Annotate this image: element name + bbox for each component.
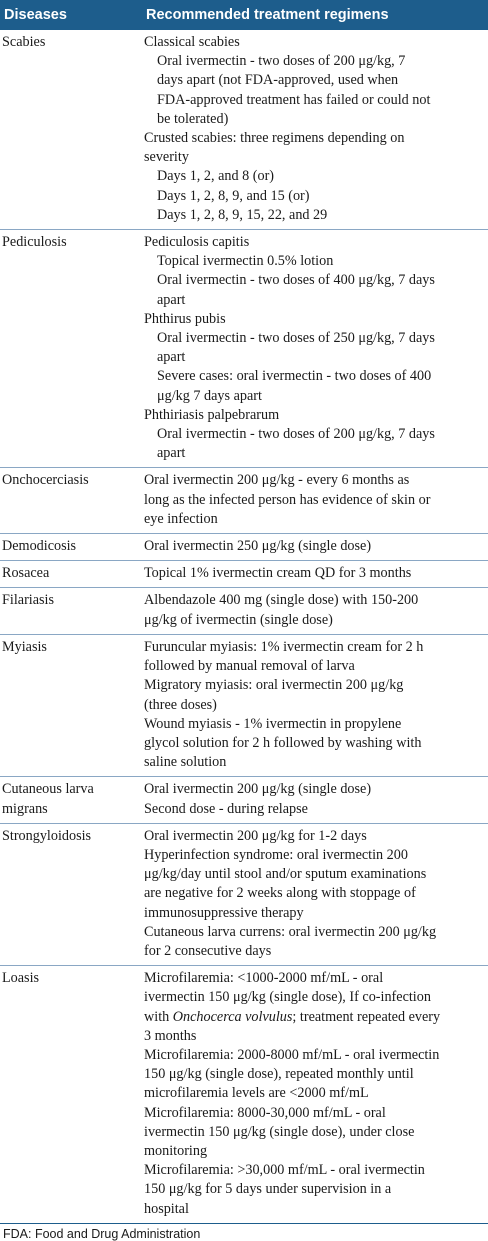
regimen-line: Microfilaremia: <1000-2000 mf/mL - oral: [144, 970, 384, 987]
regimen-line: monitoring: [144, 1142, 208, 1159]
regimen-cell: [140, 233, 486, 463]
regimen-line: Pediculosis capitis: [144, 234, 250, 251]
regimen-line: Phthiriasis palpebrarum: [144, 406, 280, 423]
disease-cell: [0, 33, 140, 225]
disease-name: Rosacea: [2, 565, 50, 582]
disease-cell: [0, 827, 140, 961]
disease-name: Loasis: [2, 970, 40, 987]
table-row: [0, 561, 488, 588]
regimen-line: Oral ivermectin - two doses of 250 μg/kg, 7 days: [157, 330, 435, 347]
regimen-line: apart: [157, 445, 186, 462]
disease-cell: [0, 591, 140, 629]
regimen-line: (three doses): [144, 696, 217, 713]
disease-name-line: Cutaneous larva: [2, 781, 94, 798]
regimen-line: ivermectin 150 μg/kg (single dose), under close: [144, 1123, 415, 1140]
disease-cell: [0, 471, 140, 529]
disease-name: Pediculosis: [2, 234, 67, 251]
regimen-cell: [140, 780, 486, 818]
disease-name: Filariasis: [2, 592, 55, 609]
regimen-line: Days 1, 2, and 8 (or): [157, 168, 275, 185]
table-header: [0, 0, 488, 30]
regimen-line: for 2 consecutive days: [144, 942, 272, 959]
regimen-cell: [140, 969, 486, 1219]
regimen-line: eye infection: [144, 510, 218, 527]
regimen-line: saline solution: [144, 754, 227, 771]
regimen-line: Oral ivermectin 200 μg/kg for 1-2 days: [144, 827, 367, 844]
species-name: Onchocerca volvulus: [172, 1008, 293, 1025]
regimen-line: Second dose - during relapse: [144, 800, 308, 817]
disease-name: Strongyloidosis: [2, 827, 92, 844]
regimen-line: apart: [157, 349, 186, 366]
disease-cell: [0, 537, 140, 556]
regimen-cell: [140, 591, 486, 629]
regimen-line: Hyperinfection syndrome: oral ivermectin 200: [144, 846, 408, 863]
regimen-line: 3 months: [144, 1027, 197, 1044]
regimen-line: glycol solution for 2 h followed by washing with: [144, 734, 422, 751]
table-row: [0, 588, 488, 634]
regimen-line: [144, 1008, 486, 1027]
regimen-cell: [140, 564, 486, 583]
regimen-line: Topical ivermectin 0.5% lotion: [157, 253, 334, 270]
regimen-line: be tolerated): [157, 110, 229, 127]
regimen-line: μg/kg of ivermectin (single dose): [144, 611, 333, 628]
regimen-line: 150 μg/kg (single dose), repeated monthly until: [144, 1066, 414, 1083]
regimen-line: immunosuppressive therapy: [144, 904, 304, 921]
regimen-line: days apart (not FDA-approved, used when: [157, 72, 399, 89]
regimen-line: Topical 1% ivermectin cream QD for 3 months: [144, 565, 412, 582]
table-row: [0, 635, 488, 777]
regimen-line: long as the infected person has evidence of skin or: [144, 491, 431, 508]
table-row: [0, 30, 488, 230]
table-row: [0, 230, 488, 468]
disease-cell: [0, 780, 140, 818]
regimen-line: severity: [144, 149, 189, 166]
regimen-line: Days 1, 2, 8, 9, 15, 22, and 29: [157, 206, 328, 223]
disease-cell: [0, 233, 140, 463]
table-row: [0, 534, 488, 561]
regimen-line: 150 μg/kg for 5 days under supervision in a: [144, 1181, 392, 1198]
regimen-line: Oral ivermectin - two doses of 400 μg/kg, 7 days: [157, 272, 435, 289]
regimen-line: Severe cases: oral ivermectin - two doses of 400: [157, 368, 432, 385]
regimen-line: hospital: [144, 1200, 189, 1217]
regimen-line: apart: [157, 291, 186, 308]
footnote: FDA: Food and Drug Administration: [3, 1226, 201, 1241]
regimen-line: μg/kg/day until stool and/or sputum examinations: [144, 866, 427, 883]
regimen-line: Oral ivermectin 200 μg/kg (single dose): [144, 781, 372, 798]
disease-name-line: migrans: [2, 800, 48, 817]
regimen-text: ; treatment repeated every: [292, 1008, 441, 1025]
table-row: [0, 966, 488, 1224]
header-diseases: Diseases: [4, 7, 67, 23]
regimen-line: Classical scabies: [144, 34, 240, 50]
regimen-line: Microfilaremia: 2000-8000 mf/mL - oral ivermectin: [144, 1046, 440, 1063]
regimen-cell: [140, 827, 486, 961]
regimen-line: Microfilaremia: 8000-30,000 mf/mL - oral: [144, 1104, 386, 1121]
regimen-line: Microfilaremia: >30,000 mf/mL - oral ivermectin: [144, 1162, 425, 1179]
regimen-line: Albendazole 400 mg (single dose) with 150-200: [144, 592, 419, 609]
regimen-line: Oral ivermectin 200 μg/kg - every 6 months as: [144, 472, 410, 489]
regimen-cell: [140, 471, 486, 529]
table-row: [0, 777, 488, 823]
regimen-line: Oral ivermectin - two doses of 200 μg/kg, 7 days: [157, 426, 435, 443]
regimen-cell: [140, 537, 486, 556]
regimen-line: Phthirus pubis: [144, 310, 226, 327]
regimen-line: Cutaneous larva currens: oral ivermectin 200 μg/kg: [144, 923, 437, 940]
disease-name: Scabies: [2, 34, 46, 50]
regimen-line: followed by manual removal of larva: [144, 658, 355, 675]
regimen-line: Crusted scabies: three regimens depending on: [144, 130, 405, 147]
regimen-line: ivermectin 150 μg/kg (single dose), If co-infection: [144, 989, 431, 1006]
disease-cell: [0, 564, 140, 583]
regimen-cell: [140, 33, 486, 225]
regimen-line: Oral ivermectin 250 μg/kg (single dose): [144, 538, 372, 555]
regimen-text: with: [144, 1008, 173, 1025]
header-regimens: Recommended treatment regimens: [146, 7, 389, 23]
table-row: [0, 824, 488, 966]
regimen-line: Wound myiasis - 1% ivermectin in propylene: [144, 715, 402, 732]
regimen-line: are negative for 2 weeks along with stoppage of: [144, 885, 416, 902]
regimen-line: FDA-approved treatment has failed or could not: [157, 91, 431, 108]
table-row: [0, 468, 488, 534]
regimen-line: μg/kg 7 days apart: [157, 387, 262, 404]
regimen-line: Furuncular myiasis: 1% ivermectin cream for 2 h: [144, 638, 424, 655]
disease-name: Demodicosis: [2, 538, 77, 555]
disease-name: Myiasis: [2, 638, 47, 655]
regimen-line: Migratory myiasis: oral ivermectin 200 μg/kg: [144, 677, 404, 694]
disease-cell: [0, 638, 140, 772]
regimen-line: microfilaremia levels are <2000 mf/mL: [144, 1085, 369, 1102]
regimen-line: Days 1, 2, 8, 9, and 15 (or): [157, 187, 310, 204]
regimen-line: Oral ivermectin - two doses of 200 μg/kg, 7: [157, 53, 406, 70]
table-body: [0, 30, 488, 1224]
disease-cell: [0, 969, 140, 1219]
regimen-cell: [140, 638, 486, 772]
disease-name: Onchocerciasis: [2, 472, 89, 489]
